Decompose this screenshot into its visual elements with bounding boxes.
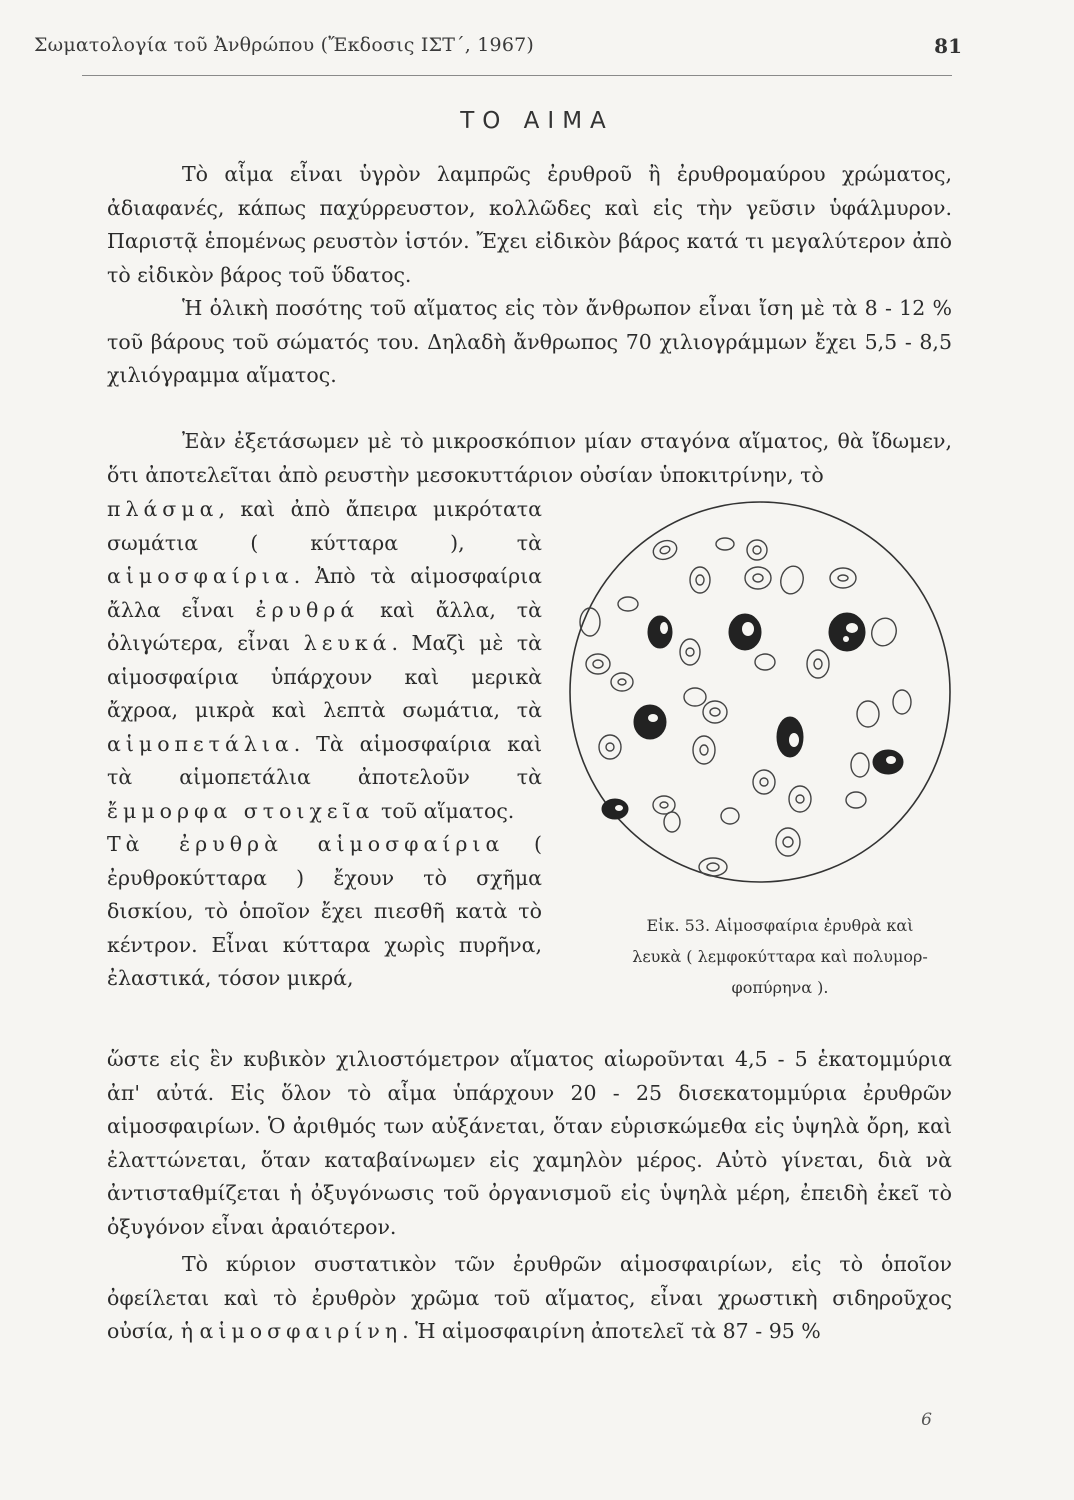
paragraph-4-continued: ὥστε εἰς ἓν κυβικὸν χιλιοστόμετρον αἵματος αἰωροῦνται 4,5 - 5 ἑκατομμύρια ἀπ' αὐτά. Εἰς ὅλον τὸ αἷμα ὑπάρχουν 20 - 25 δισεκατομμύρια ἐρυθρῶν αἱμοσφαιρίων. Ὁ ἀριθμός των αὐξάνεται, ὅταν εὑρισκώμεθα εἰς ὑψηλὰ ὄρη, καὶ ἐλαττώνεται, ὅταν καταβαίνωμεν εἰς χαμηλὸν μέρος. Αὐτὸ γίνεται, διὰ νὰ ἀντισταθμίζεται ἡ ὀξυγόνωσις τοῦ ὀργανισμοῦ εἰς ὑψηλὰ μέρη, ἐπειδὴ ἐκεῖ τὸ ὀξυγόνον εἶναι ἀραιότερον. bbox=[107, 1047, 952, 1239]
signature-mark: 6 bbox=[921, 1410, 932, 1430]
header-rule bbox=[82, 75, 952, 76]
caption-line-3: φοπύρηνα ). bbox=[731, 978, 829, 997]
term-platelets: αἱμοπετάλια bbox=[107, 731, 294, 756]
caption-line-2: λευκὰ ( λεμφοκύτταρα καὶ πολυμορ- bbox=[632, 947, 928, 966]
paragraph-5: Τὸ κύριον συστατικὸν τῶν ἐρυθρῶν αἱμοσφαιρίων, εἰς τὸ ὁποῖον ὀφείλεται καὶ τὸ ἐρυθρὸν χρῶμα τοῦ αἵματος, εἶναι χρωστικὴ σιδηροῦχος οὐσία, ἡ αἱμοσφαιρίνη. Ἡ αἱμοσφαιρίνη ἀποτελεῖ τὰ 87 - 95 % bbox=[107, 1252, 952, 1343]
term-red-cells: Τὰ ἐρυθρὰ αἱμοσφαίρια bbox=[107, 832, 505, 856]
paragraph-2: Ἡ ὁλικὴ ποσότης τοῦ αἵματος εἰς τὸν ἄνθρωπον εἶναι ἴση μὲ τὰ 8 - 12 % τοῦ βάρους τοῦ σώματός του. Δηλαδὴ ἄνθρωπος 70 χιλιογράμμων ἔχει 5,5 - 8,5 χιλιόγραμμα αἵματος. bbox=[107, 296, 952, 387]
page-number: 81 bbox=[934, 34, 962, 58]
term-plasma: πλάσμα bbox=[107, 497, 219, 521]
running-head: Σωματολογία τοῦ Ἀνθρώπου (Ἔκδοσις ΙΣΤ΄, 1967) bbox=[34, 34, 535, 56]
paragraph-1: Τὸ αἷμα εἶναι ὑγρὸν λαμπρῶς ἐρυθροῦ ἢ ἐρυθρομαύρου χρώματος, ἀδιαφανές, κάπως παχύρρευστον, κολλῶδες καὶ εἰς τὴν γεῦσιν ὑφάλμυρον. Παριστᾷ ἑπομένως ρευστὸν ἱστόν. Ἔχει εἰδικὸν βάρος κατά τι μεγαλύτερον ἀπὸ τὸ εἰδικὸν βάρος τοῦ ὕδατος. bbox=[107, 162, 952, 287]
paragraph-3-intro: Ἐὰν ἐξετάσωμεν μὲ τὸ μικροσκόπιον μίαν σταγόνα αἵματος, θὰ ἴδωμεν, ὅτι ἀποτελεῖται ἀπὸ ρευστὴν μεσοκυττάριον οὐσίαν ὑποκιτρίνην, τὸ bbox=[107, 429, 952, 487]
term-red: ἐρυθρά bbox=[255, 597, 360, 622]
term-haemoglobin: αἱμοσφαιρίνη bbox=[199, 1319, 403, 1343]
term-white: λευκά bbox=[303, 631, 392, 655]
blood-cells-illustration bbox=[560, 492, 960, 892]
term-formed-elements: ἔμμορφα στοιχεῖα bbox=[107, 798, 375, 823]
paragraph-3-wrapped: πλάσμα, καὶ ἀπὸ ἄπειρα μικρότατα σωμάτια ( κύτταρα ), τὰ αἱμοσφαίρια. Ἀπὸ τὰ αἱμοσφαίρια ἄλλα εἶναι ἐρυθρά καὶ ἄλλα, τὰ ὀλιγώτερα, εἶναι λευκά. Μαζὶ μὲ τὰ αἱμοσφαίρια ὑπάρχουν καὶ μερικὰ ἄχροα, μικρὰ καὶ λεπτὰ σωμάτια, τὰ αἱμοπετάλια. Τὰ αἱμοσφαίρια καὶ τὰ αἱμοπετάλια ἀποτελοῦν τὰ ἔμμορφα στοιχεῖα τοῦ αἵματος. Τὰ ἐρυθρὰ αἱμοσφαίρια ( ἐρυθροκύτταρα ) ἔχουν τὸ σχῆμα δισκίου, τὸ ὁποῖον ἔχει πιεσθῆ κατὰ τὸ κέντρον. Εἶναι κύτταρα χωρὶς πυρῆνα, ἐλαστικά, τόσον μικρά, bbox=[107, 497, 543, 990]
caption-line-1: Εἰκ. 53. Αἱμοσφαίρια ἐρυθρὰ καὶ bbox=[646, 916, 914, 935]
figure-caption bbox=[580, 910, 980, 1003]
term-haemosphairia: αἱμοσφαίρια bbox=[107, 564, 294, 588]
section-title: ΤΟ ΑΙΜΑ bbox=[460, 108, 614, 134]
